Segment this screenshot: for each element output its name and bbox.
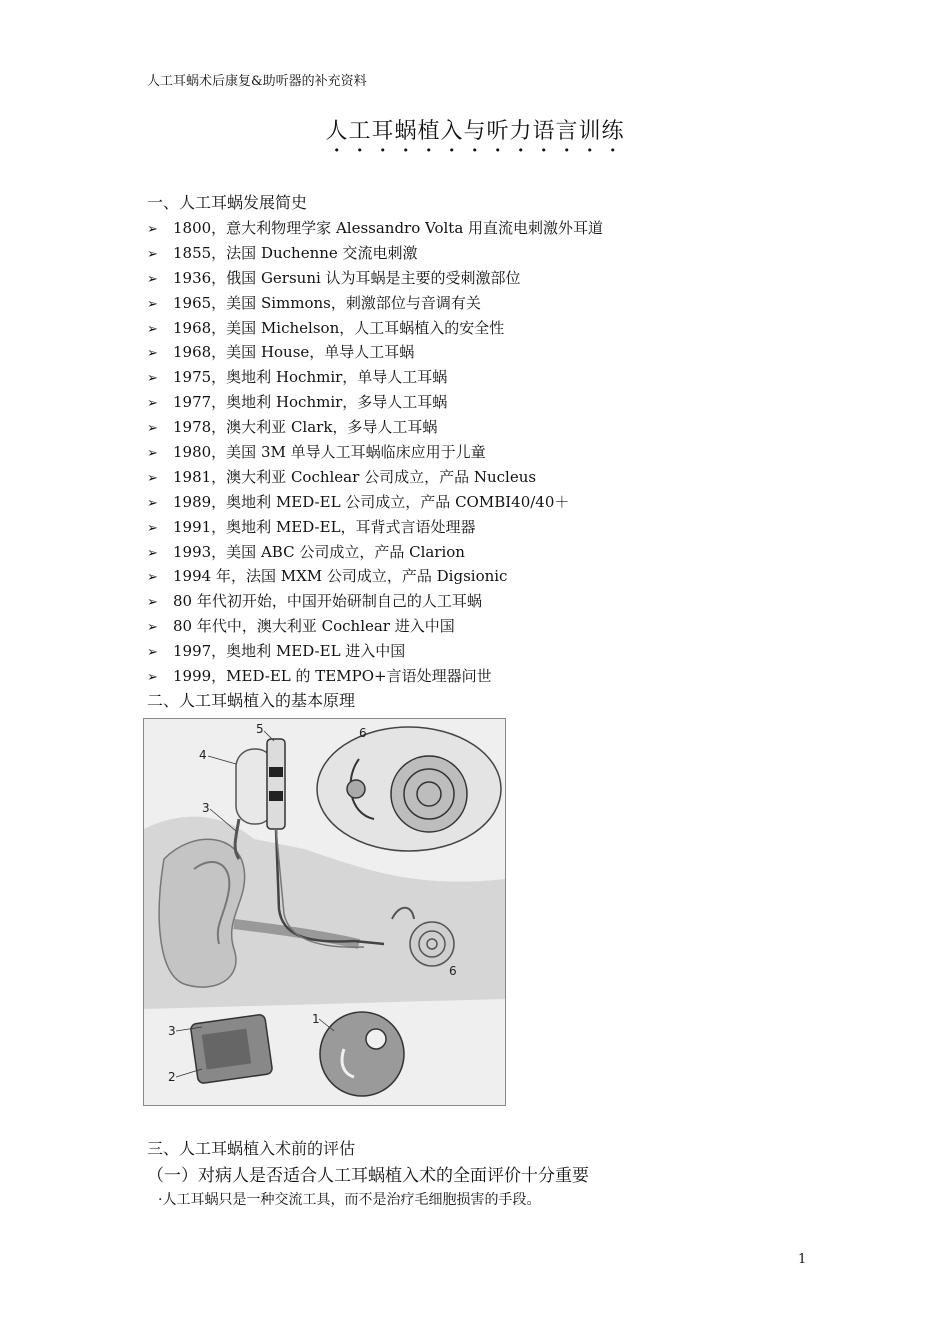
- list-item: ➢ 80 年代初开始，中国开始研制自己的人工耳蜗: [147, 589, 603, 614]
- list-item: ➢ 1968，美国 House，单导人工耳蜗: [147, 340, 603, 365]
- section-heading-history: 一、人工耳蜗发展简史: [147, 193, 308, 212]
- arrow-bullet-icon: ➢: [147, 396, 158, 412]
- list-item: ➢ 1997，奥地利 MED-EL 进入中国: [147, 639, 603, 664]
- list-item: ➢ 1989，奥地利 MED-EL 公司成立，产品 COMBI40/40＋: [147, 490, 603, 515]
- paragraph: ·人工耳蜗只是一种交流工具，而不是治疗毛细胞损害的手段。: [158, 1192, 541, 1208]
- list-item: ➢ 1968，美国 Michelson，人工耳蜗植入的安全性: [147, 316, 603, 341]
- list-item: ➢ 1991，奥地利 MED-EL，耳背式言语处理器: [147, 515, 603, 540]
- list-item: ➢ 1977，奥地利 Hochmir，多导人工耳蜗: [147, 390, 603, 415]
- list-item: ➢ 1980，美国 3M 单导人工耳蜗临床应用于儿童: [147, 440, 603, 465]
- arrow-bullet-icon: ➢: [147, 246, 158, 262]
- figure-label: 6: [449, 964, 457, 978]
- arrow-bullet-icon: ➢: [147, 346, 158, 362]
- arrow-bullet-icon: ➢: [147, 446, 158, 462]
- list-item: ➢ 1855，法国 Duchenne 交流电刺激: [147, 241, 603, 266]
- arrow-bullet-icon: ➢: [147, 620, 158, 636]
- subsection-heading: （一）对病人是否适合人工耳蜗植入术的全面评价十分重要: [147, 1166, 589, 1186]
- page-header: 人工耳蜗术后康复&助听器的补充资料: [147, 74, 367, 89]
- arrow-bullet-icon: ➢: [147, 645, 158, 661]
- arrow-bullet-icon: ➢: [147, 570, 158, 586]
- list-item: ➢ 80 年代中，澳大利亚 Cochlear 进入中国: [147, 614, 603, 639]
- page-title: 人工耳蜗植入与听力语言训练: [325, 119, 625, 144]
- list-item: ➢ 1975，奥地利 Hochmir，单导人工耳蜗: [147, 365, 603, 390]
- arrow-bullet-icon: ➢: [147, 470, 158, 486]
- figure-label: 2: [168, 1070, 176, 1084]
- arrow-bullet-icon: ➢: [147, 670, 158, 686]
- page-number: 1: [798, 1252, 807, 1267]
- cochlear-implant-diagram: [143, 718, 506, 1106]
- list-item: ➢ 1994 年，法国 MXM 公司成立，产品 Digsionic: [147, 564, 603, 589]
- figure-label: 1: [312, 1012, 320, 1026]
- arrow-bullet-icon: ➢: [147, 271, 158, 287]
- list-item: ➢ 1981，澳大利亚 Cochlear 公司成立，产品 Nucleus: [147, 465, 603, 490]
- arrow-bullet-icon: ➢: [147, 595, 158, 611]
- arrow-bullet-icon: ➢: [147, 371, 158, 387]
- section-heading-principle: 二、人工耳蜗植入的基本原理: [147, 691, 356, 710]
- arrow-bullet-icon: ➢: [147, 421, 158, 437]
- list-item: ➢ 1978，澳大利亚 Clark，多导人工耳蜗: [147, 415, 603, 440]
- list-item: ➢ 1993，美国 ABC 公司成立，产品 Clarion: [147, 540, 603, 565]
- figure-label: 3: [202, 801, 210, 815]
- list-item: ➢ 1936，俄国 Gersuni 认为耳蜗是主要的受刺激部位: [147, 266, 603, 291]
- figure-label: 5: [256, 722, 264, 736]
- list-item: ➢ 1800，意大利物理学家 Alessandro Volta 用直流电刺激外耳道: [147, 216, 603, 241]
- arrow-bullet-icon: ➢: [147, 520, 158, 536]
- arrow-bullet-icon: ➢: [147, 545, 158, 561]
- arrow-bullet-icon: ➢: [147, 321, 158, 337]
- cochlear-implant-illustration: [144, 719, 505, 1105]
- figure-label: 3: [168, 1024, 176, 1038]
- figure-label: 6: [359, 726, 367, 740]
- list-item: ➢ 1999，MED-EL 的 TEMPO+言语处理器问世: [147, 664, 603, 689]
- figure-label: 4: [199, 748, 207, 762]
- arrow-bullet-icon: ➢: [147, 495, 158, 511]
- section-heading-assessment: 三、人工耳蜗植入术前的评估: [147, 1139, 356, 1158]
- arrow-bullet-icon: ➢: [147, 296, 158, 312]
- arrow-bullet-icon: ➢: [147, 222, 158, 237]
- list-item: ➢ 1965，美国 Simmons，刺激部位与音调有关: [147, 291, 603, 316]
- history-list: [147, 216, 603, 689]
